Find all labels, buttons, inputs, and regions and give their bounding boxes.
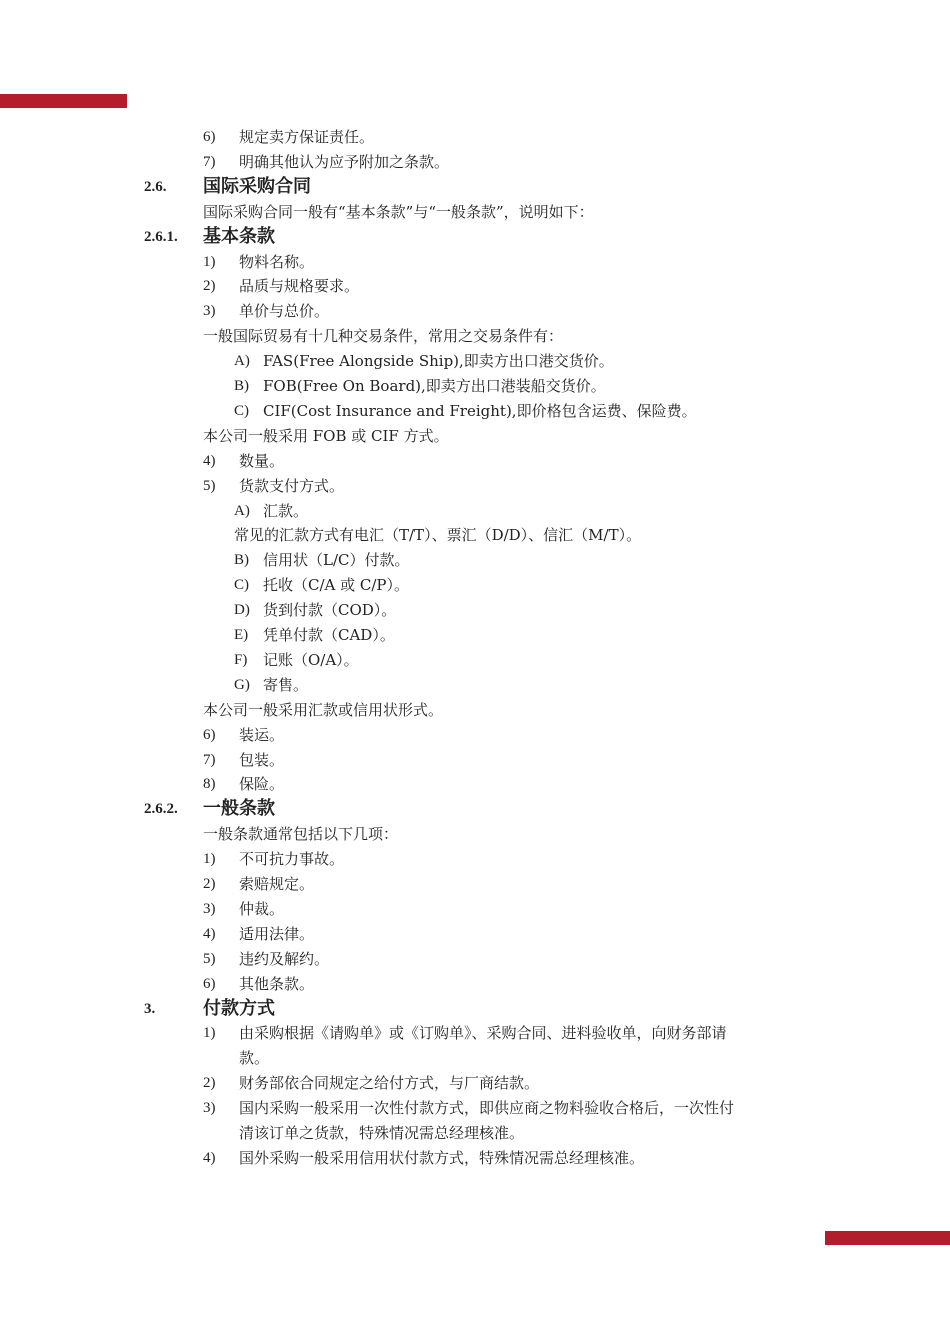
section-title: 一般条款 (203, 798, 275, 820)
section-title: 国际采购合同 (203, 175, 311, 197)
item-marker: 6) (203, 726, 216, 743)
line-text: 一般条款通常包括以下几项： (203, 825, 399, 844)
line-text: 信用状（L/C）付款。 (263, 551, 410, 570)
item-marker: B) (234, 552, 249, 569)
item-marker: 1) (203, 851, 216, 868)
line-text: 国内采购一般采用一次性付款方式，即供应商之物料验收合格后，一次性付 (239, 1099, 735, 1118)
line-text: 款。 (239, 1049, 270, 1068)
section-number: 2.6.1. (144, 228, 178, 245)
line-text: 凭单付款（CAD）。 (263, 626, 395, 644)
line-text: 其他条款。 (239, 974, 315, 993)
line-text: 包装。 (239, 750, 285, 769)
item-marker: 6) (203, 129, 216, 145)
line-text: 规定卖方保证责任。 (239, 128, 375, 146)
item-marker: 1) (203, 253, 216, 270)
line-text: 索赔规定。 (239, 875, 315, 893)
item-marker: A) (234, 353, 250, 370)
line-text: 品质与规格要求。 (239, 277, 360, 296)
item-marker: 4) (203, 925, 216, 942)
footer-accent-bar (825, 1231, 950, 1245)
item-marker: 2) (203, 876, 216, 892)
line-text: 由采购根据《请购单》或《订购单》、采购合同、进料验收单，向财务部请 (239, 1024, 727, 1043)
line-text: 仲裁。 (239, 899, 285, 918)
item-marker: 4) (203, 1149, 216, 1166)
item-marker: 2) (203, 1075, 216, 1092)
item-marker: 8) (203, 776, 216, 793)
item-marker: C) (234, 402, 249, 419)
item-marker: 4) (203, 452, 216, 469)
line-text: 财务部依合同规定之给付方式，与厂商结款。 (239, 1074, 540, 1093)
section-title: 付款方式 (203, 997, 275, 1019)
item-marker: 1) (203, 1025, 216, 1042)
line-text: 保险。 (239, 775, 285, 794)
line-text: 装运。 (239, 725, 285, 744)
line-text: 单价与总价。 (239, 302, 330, 321)
line-text: FOB(Free On Board),即卖方出口港装船交货价。 (263, 377, 606, 395)
line-text: 物料名称。 (239, 252, 315, 271)
line-text: FAS(Free Alongside Ship),即卖方出口港交货价。 (263, 352, 614, 371)
item-marker: 3) (203, 900, 216, 917)
line-text: 常见的汇款方式有电汇（T/T）、票汇（D/D）、信汇（M/T）。 (234, 526, 642, 545)
line-text: 清该订单之货款，特殊情况需总经理核准。 (239, 1124, 525, 1142)
line-text: 托收（C/A 或 C/P）。 (263, 576, 410, 595)
header-accent-bar (0, 94, 127, 108)
item-marker: A) (234, 502, 250, 519)
item-marker: 5) (203, 950, 216, 967)
item-marker: 5) (203, 477, 216, 494)
line-text: 违约及解约。 (239, 949, 330, 968)
line-text: 不可抗力事故。 (239, 850, 345, 869)
line-text: 货款支付方式。 (239, 476, 345, 495)
section-number: 2.6.2. (144, 801, 178, 818)
item-marker: B) (234, 378, 249, 394)
item-marker: G) (234, 676, 250, 693)
line-text: 适用法律。 (239, 924, 315, 943)
item-marker: 7) (203, 751, 216, 768)
line-text: 寄售。 (263, 675, 309, 694)
item-marker: C) (234, 577, 249, 594)
item-marker: 3) (203, 1100, 216, 1117)
line-text: 本公司一般采用 FOB 或 CIF 方式。 (203, 426, 449, 445)
item-marker: 6) (203, 975, 216, 992)
item-marker: D) (234, 602, 250, 619)
item-marker: 3) (203, 303, 216, 320)
item-marker: 7) (203, 153, 216, 170)
line-text: 记账（O/A）。 (263, 650, 359, 669)
line-text: 本公司一般采用汇款或信用状形式。 (203, 700, 444, 719)
section-title: 基本条款 (203, 225, 275, 247)
line-text: 国际采购合同一般有“基本条款”与“一般条款”，说明如下： (203, 202, 594, 221)
item-marker: 2) (203, 278, 216, 295)
line-text: 一般国际贸易有十几种交易条件，常用之交易条件有： (203, 327, 564, 346)
section-number: 2.6. (144, 178, 167, 195)
line-text: 明确其他认为应予附加之条款。 (239, 152, 450, 171)
line-text: 汇款。 (263, 501, 309, 520)
line-text: 数量。 (239, 451, 285, 470)
item-marker: E) (234, 627, 249, 643)
line-text: 货到付款（COD）。 (263, 601, 397, 620)
line-text: 国外采购一般采用信用状付款方式，特殊情况需总经理核准。 (239, 1148, 645, 1167)
section-number: 3. (144, 1000, 156, 1017)
item-marker: F) (234, 651, 248, 668)
line-text: CIF(Cost Insurance and Freight),即价格包含运费、保险费。 (263, 401, 697, 420)
